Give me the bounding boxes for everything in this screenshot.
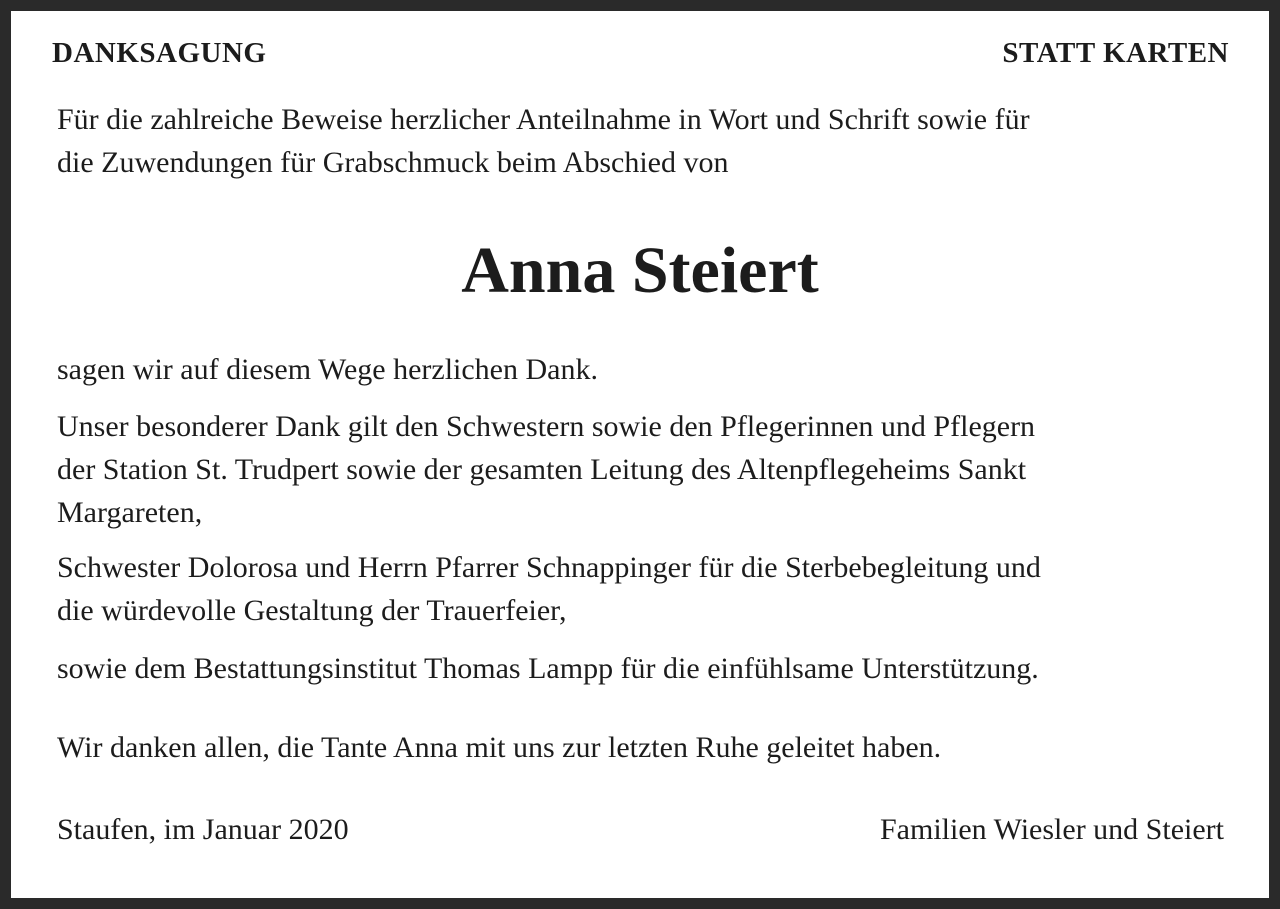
place-date: Staufen, im Januar 2020 [57, 813, 349, 846]
signature: Familien Wiesler und Steiert [879, 813, 1224, 846]
special-thanks-line-2: der Station St. Trudpert sowie der gesamten Leitung des Altenpflegeheims Sankt [57, 453, 1027, 486]
deceased-name: Anna Steiert [461, 234, 819, 307]
intro-line-2: die Zuwendungen für Grabschmuck beim Abschied von [57, 146, 729, 179]
thanks-paragraph: sagen wir auf diesem Wege herzlichen Dank. [57, 353, 598, 386]
intro-line-1: Für die zahlreiche Beweise herzlicher Anteilnahme in Wort und Schrift sowie für [57, 103, 1030, 136]
special-thanks-paragraph [57, 405, 1035, 534]
sister-thanks-line-2: die würdevolle Gestaltung der Trauerfeier, [57, 594, 567, 627]
special-thanks-line-3: Margareten, [57, 496, 203, 529]
special-thanks-line-1: Unser besonderer Dank gilt den Schwestern sowie den Pflegerinnen und Pflegern [57, 410, 1036, 443]
sister-thanks-paragraph [57, 546, 1041, 632]
notice-subtitle-label: STATT KARTEN [1002, 37, 1229, 69]
funeral-thanks-paragraph: sowie dem Bestattungsinstitut Thomas Lampp für die einfühlsame Unterstützung. [57, 652, 1039, 685]
notice-type-label: DANKSAGUNG [52, 37, 267, 69]
closing-paragraph: Wir danken allen, die Tante Anna mit uns zur letzten Ruhe geleitet haben. [57, 731, 942, 764]
intro-paragraph [57, 98, 1030, 184]
sister-thanks-line-1: Schwester Dolorosa und Herrn Pfarrer Schnappinger für die Sterbebegleitung und [57, 551, 1041, 584]
